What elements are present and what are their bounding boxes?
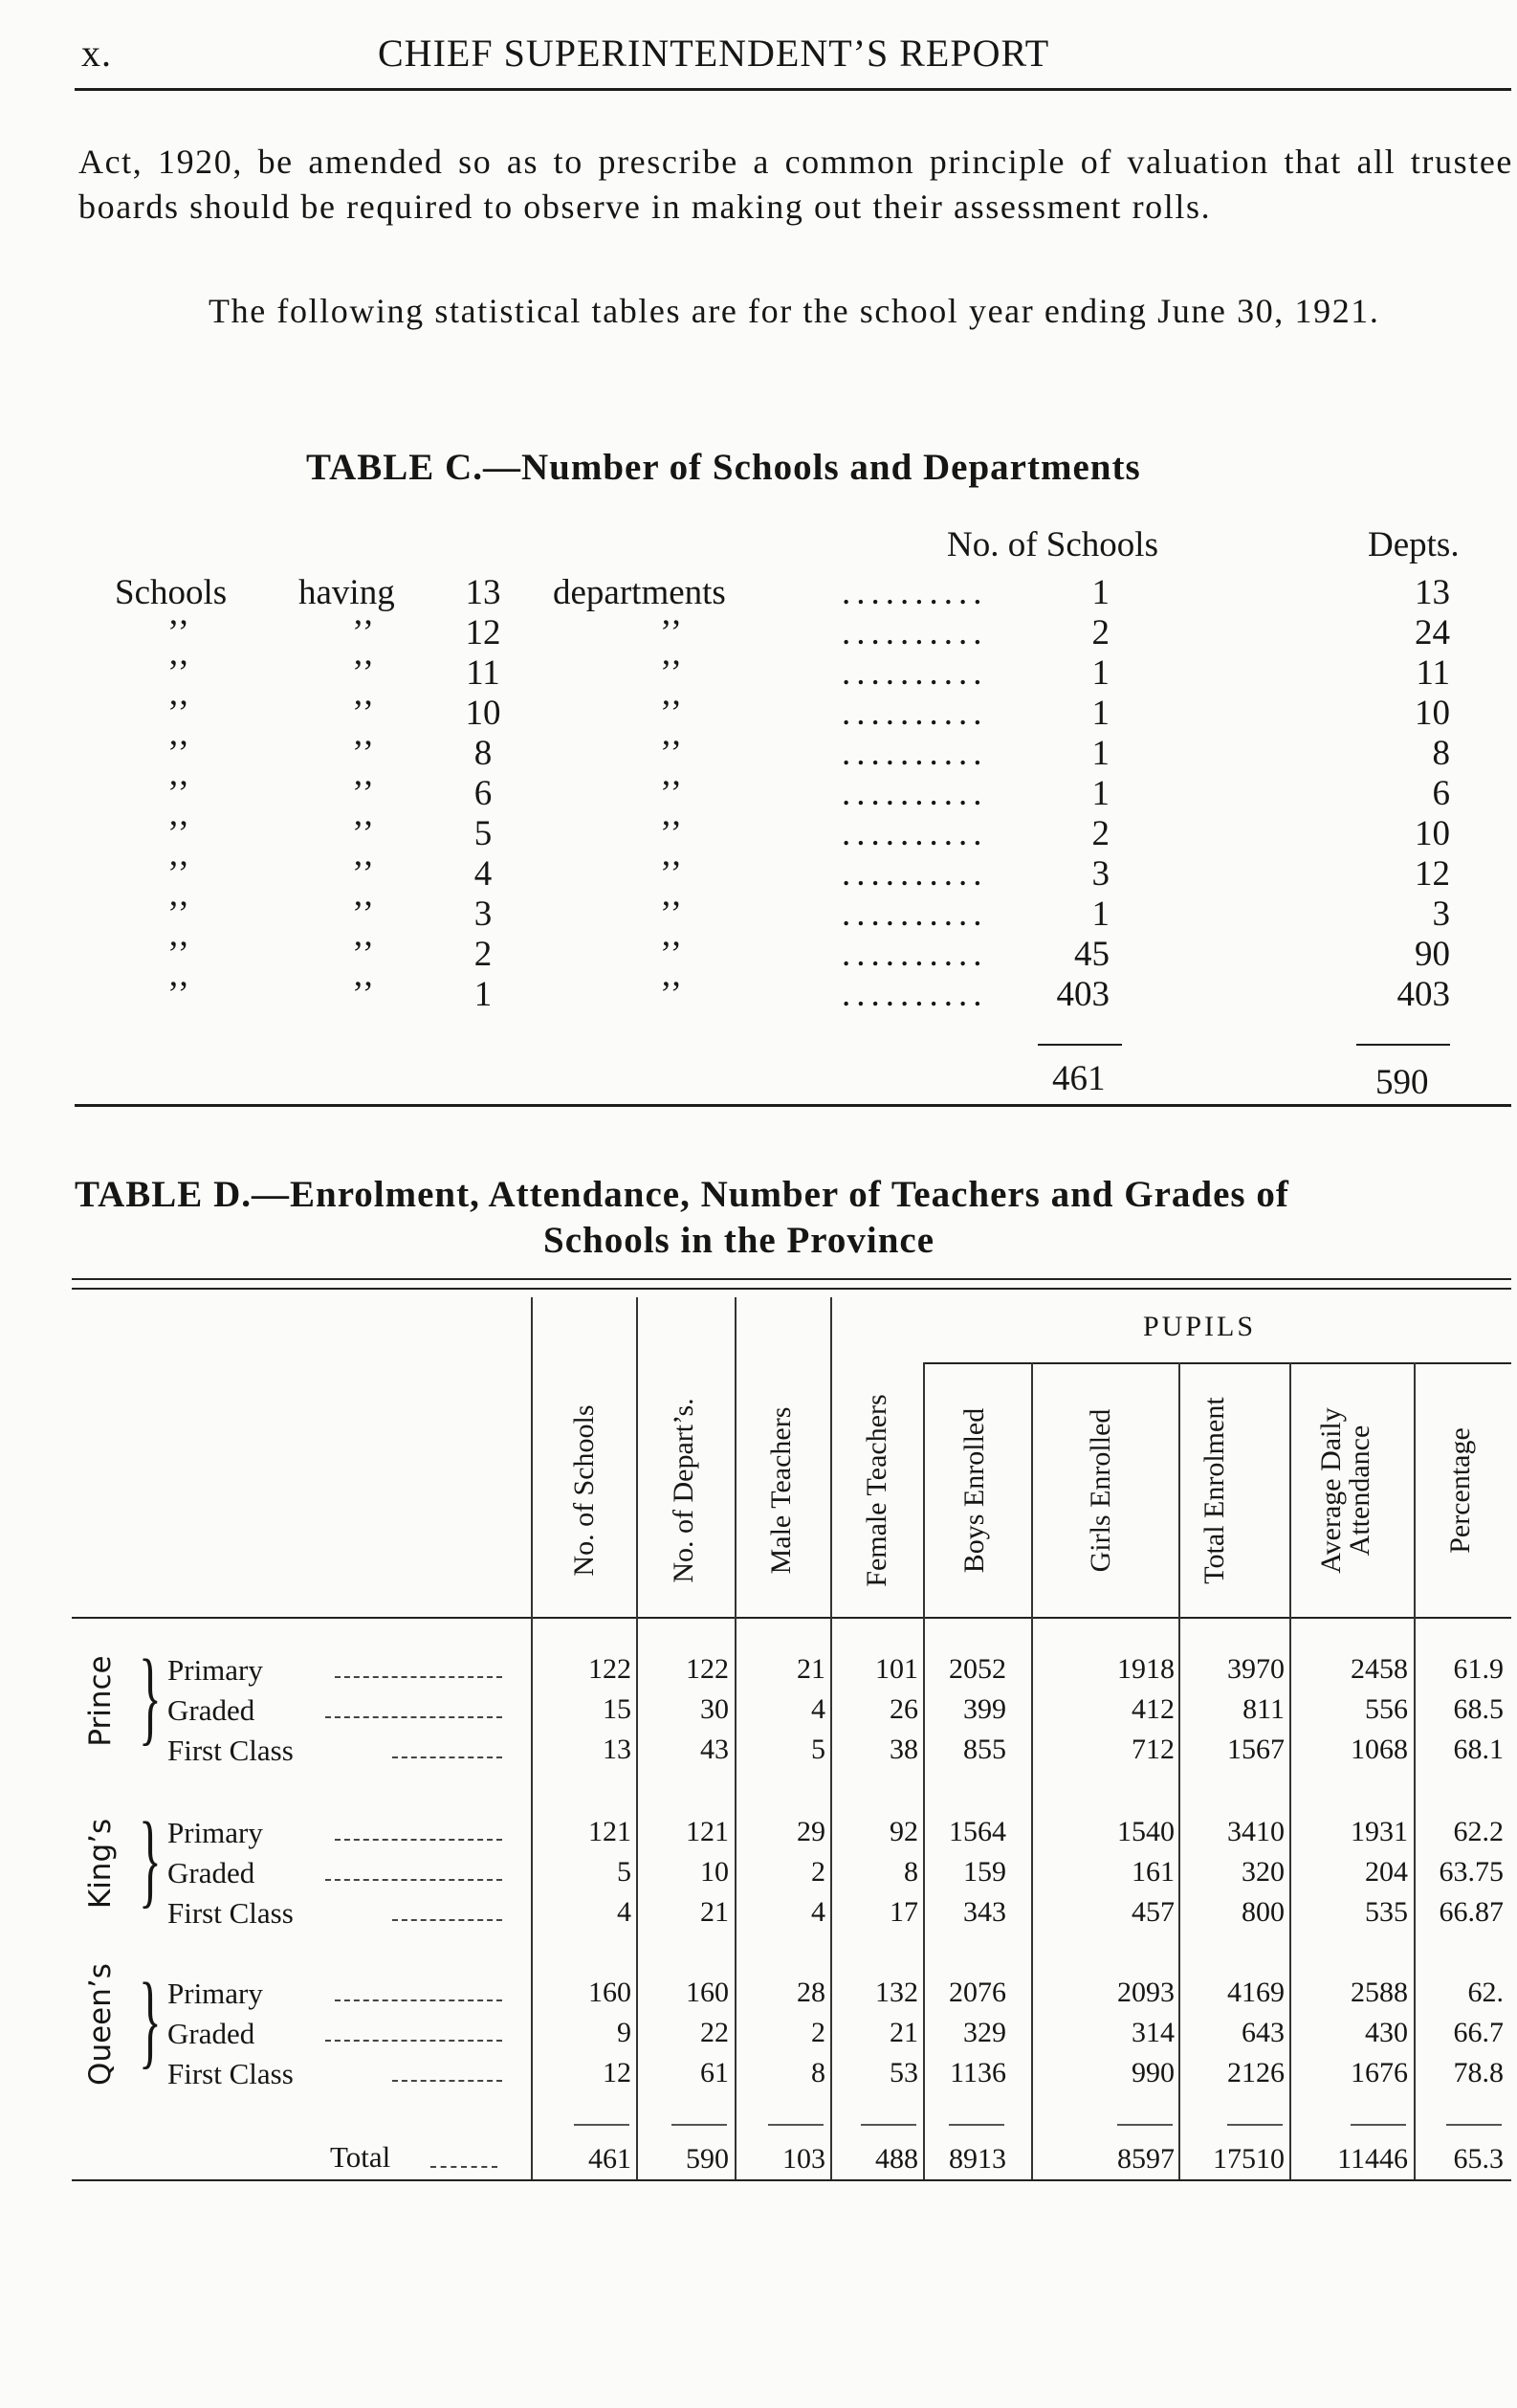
row-leader-dots: .......... bbox=[842, 935, 988, 974]
table-d-cell: 28 bbox=[797, 1977, 825, 2008]
table-c-sum-rule-depts bbox=[1356, 1044, 1450, 1046]
row-number-of-depts: 11 bbox=[1416, 653, 1450, 693]
row-label-having: ’’ bbox=[352, 653, 375, 693]
table-d-sum-rule bbox=[861, 2124, 916, 2126]
table-d-cell: 2458 bbox=[1351, 1653, 1408, 1685]
intro-paragraph-2: The following statistical tables are for the school year ending June 30, 1921. bbox=[209, 292, 1380, 330]
table-d-row-label: Primary bbox=[167, 1977, 263, 2010]
table-d-cell: 5 bbox=[811, 1734, 825, 1765]
row-number-of-schools: 45 bbox=[1074, 935, 1110, 974]
table-d-cell: 2 bbox=[811, 2017, 825, 2048]
table-c-row bbox=[0, 612, 1517, 652]
table-c-total-schools: 461 bbox=[1052, 1059, 1106, 1098]
table-d-sum-rule bbox=[1351, 2124, 1406, 2126]
table-d-cell: 5 bbox=[617, 1856, 631, 1888]
table-d-cell: 53 bbox=[890, 2057, 918, 2088]
row-label-having: ’’ bbox=[352, 694, 375, 733]
table-c-col-depts: Depts. bbox=[1368, 525, 1460, 564]
table-d-row-leader bbox=[335, 1999, 502, 2001]
table-d-title-line2: Schools in the Province bbox=[543, 1220, 935, 1261]
row-label-having: ’’ bbox=[352, 774, 375, 813]
table-d-sum-rule bbox=[1227, 2124, 1283, 2126]
table-d-cell: 21 bbox=[700, 1896, 729, 1928]
table-d-cell: 43 bbox=[700, 1734, 729, 1765]
table-d-cell: 9 bbox=[617, 2017, 631, 2048]
table-d-cell: 1918 bbox=[1117, 1653, 1175, 1685]
row-department-count: 13 bbox=[465, 573, 501, 612]
row-leader-dots: .......... bbox=[842, 895, 988, 934]
row-label-having: ’’ bbox=[352, 814, 375, 853]
table-d-sum-rule bbox=[768, 2124, 824, 2126]
table-c-row bbox=[0, 693, 1517, 733]
table-d-cell: 3410 bbox=[1227, 1816, 1285, 1847]
table-d-cell: 22 bbox=[700, 2017, 729, 2048]
row-label-schools: Schools bbox=[115, 573, 228, 612]
row-label-schools: ’’ bbox=[167, 613, 190, 652]
table-d-total-cell: 488 bbox=[875, 2143, 918, 2175]
row-label-departments: ’’ bbox=[660, 734, 683, 773]
table-d-column-header: Male Teachers bbox=[765, 1406, 797, 1575]
table-d-row-leader bbox=[325, 2040, 502, 2042]
row-leader-dots: .......... bbox=[842, 694, 988, 733]
page-number: x. bbox=[81, 32, 112, 75]
row-number-of-schools: 1 bbox=[1091, 774, 1110, 813]
table-d-cell: 66.7 bbox=[1453, 2017, 1504, 2048]
table-d-cell: 204 bbox=[1365, 1856, 1408, 1888]
table-d-cell: 4 bbox=[617, 1896, 631, 1928]
row-leader-dots: .......... bbox=[842, 975, 988, 1014]
table-d-cell: 1068 bbox=[1351, 1734, 1408, 1765]
row-label-having: ’’ bbox=[352, 975, 375, 1014]
table-d-cell: 132 bbox=[875, 1977, 918, 2008]
table-d-cell: 17 bbox=[890, 1896, 918, 1928]
table-c-title: TABLE C.—Number of Schools and Departments bbox=[306, 447, 1141, 488]
table-d-cell: 643 bbox=[1242, 2017, 1285, 2048]
row-number-of-schools: 1 bbox=[1091, 694, 1110, 733]
table-c-row bbox=[0, 813, 1517, 853]
table-d-cell: 990 bbox=[1132, 2057, 1175, 2088]
running-head bbox=[72, 31, 1511, 78]
table-d-cell: 122 bbox=[686, 1653, 729, 1685]
table-d-cell: 811 bbox=[1242, 1693, 1285, 1725]
table-d-cell: 320 bbox=[1242, 1856, 1285, 1888]
row-label-having: ’’ bbox=[352, 935, 375, 974]
row-label-having: ’’ bbox=[352, 895, 375, 934]
table-d-cell: 10 bbox=[700, 1856, 729, 1888]
table-d-sum-rule bbox=[671, 2124, 727, 2126]
row-leader-dots: .......... bbox=[842, 854, 988, 894]
row-number-of-depts: 10 bbox=[1415, 814, 1450, 853]
row-department-count: 6 bbox=[473, 774, 493, 813]
row-number-of-schools: 1 bbox=[1091, 573, 1110, 612]
table-d-cell: 160 bbox=[686, 1977, 729, 2008]
table-d-cell: 1564 bbox=[949, 1816, 1006, 1847]
row-label-having: ’’ bbox=[352, 613, 375, 652]
table-c-row bbox=[0, 894, 1517, 934]
table-d-cell: 3970 bbox=[1227, 1653, 1285, 1685]
table-c-row bbox=[0, 572, 1517, 612]
table-d-row-label: First Class bbox=[167, 1734, 294, 1767]
table-d-total-cell: 8597 bbox=[1117, 2143, 1175, 2175]
table-d-cell: 457 bbox=[1132, 1896, 1175, 1928]
table-d-column-header: Girls Enrolled bbox=[1085, 1408, 1116, 1573]
table-c-sum-rule-schools bbox=[1038, 1044, 1122, 1046]
intro-paragraph-1: Act, 1920, be amended so as to prescribe a common principle of valuation that all trustee boards should be required to observe in making out their assessment rolls. bbox=[78, 143, 1513, 226]
table-d-group-label: Queen’s bbox=[83, 1963, 118, 2086]
table-d-group-label: King’s bbox=[83, 1818, 118, 1910]
table-d-cell: 2076 bbox=[949, 1977, 1006, 2008]
row-department-count: 1 bbox=[473, 975, 493, 1014]
table-d-cell: 122 bbox=[588, 1653, 631, 1685]
table-d-cell: 121 bbox=[588, 1816, 631, 1847]
table-d-row-leader bbox=[392, 1756, 502, 1758]
table-d-cell: 8 bbox=[904, 1856, 918, 1888]
table-d-pupils-rule bbox=[923, 1362, 1511, 1364]
table-d-total-cell: 461 bbox=[588, 2143, 631, 2175]
table-d-column-rule bbox=[1031, 1362, 1033, 2179]
row-label-schools: ’’ bbox=[167, 694, 190, 733]
row-number-of-depts: 6 bbox=[1432, 774, 1450, 813]
table-d-cell: 1567 bbox=[1227, 1734, 1285, 1765]
table-d-row-label: Graded bbox=[167, 1856, 255, 1889]
row-number-of-depts: 24 bbox=[1415, 613, 1450, 652]
row-department-count: 2 bbox=[473, 935, 493, 974]
row-number-of-depts: 3 bbox=[1432, 895, 1450, 934]
row-number-of-schools: 2 bbox=[1091, 613, 1110, 652]
table-d-total-cell: 103 bbox=[782, 2143, 825, 2175]
table-d-cell: 121 bbox=[686, 1816, 729, 1847]
table-d-cell: 62. bbox=[1467, 1977, 1504, 2008]
table-d-cell: 21 bbox=[890, 2017, 918, 2048]
table-d-cell: 4 bbox=[811, 1896, 825, 1928]
table-c-col-schools: No. of Schools bbox=[947, 525, 1158, 564]
row-label-schools: ’’ bbox=[167, 854, 190, 894]
table-d-sum-rule bbox=[574, 2124, 629, 2126]
row-label-departments: ’’ bbox=[660, 613, 683, 652]
row-department-count: 12 bbox=[465, 613, 501, 652]
table-d-cell: 68.5 bbox=[1453, 1693, 1504, 1725]
table-d-top-rule bbox=[72, 1278, 1511, 1280]
table-c-bottom-rule bbox=[75, 1104, 1511, 1107]
table-d-top-rule-2 bbox=[72, 1288, 1511, 1290]
table-d-row-leader bbox=[392, 1919, 502, 1921]
table-d-cell: 314 bbox=[1132, 2017, 1175, 2048]
table-d-cell: 161 bbox=[1132, 1856, 1175, 1888]
table-d-cell: 160 bbox=[588, 1977, 631, 2008]
table-d-title-line1: TABLE D.—Enrolment, Attendance, Number of Teachers and Grades of bbox=[75, 1174, 1289, 1215]
report-title: CHIEF SUPERINTENDENT’S REPORT bbox=[378, 32, 1050, 75]
table-d-cell: 12 bbox=[603, 2057, 631, 2088]
table-d-bottom-rule bbox=[72, 2179, 1511, 2181]
table-d-cell: 21 bbox=[797, 1653, 825, 1685]
row-leader-dots: .......... bbox=[842, 774, 988, 813]
table-d-cell: 399 bbox=[963, 1693, 1006, 1725]
table-d-cell: 2093 bbox=[1117, 1977, 1175, 2008]
table-d-cell: 15 bbox=[603, 1693, 631, 1725]
table-d-row-label: Graded bbox=[167, 1693, 255, 1727]
table-d-total-cell: 11446 bbox=[1337, 2143, 1408, 2175]
table-d-cell: 430 bbox=[1365, 2017, 1408, 2048]
row-number-of-schools: 1 bbox=[1091, 734, 1110, 773]
row-number-of-depts: 13 bbox=[1415, 573, 1450, 612]
table-d-row-label: Primary bbox=[167, 1653, 263, 1687]
row-number-of-depts: 12 bbox=[1415, 854, 1450, 894]
table-d-cell: 38 bbox=[890, 1734, 918, 1765]
table-d-total-cell: 17510 bbox=[1213, 2143, 1285, 2175]
row-leader-dots: .......... bbox=[842, 653, 988, 693]
table-d-group-brace: } bbox=[139, 1638, 162, 1755]
table-d-cell: 26 bbox=[890, 1693, 918, 1725]
table-d-cell: 62.2 bbox=[1453, 1816, 1504, 1847]
row-label-having: ’’ bbox=[352, 734, 375, 773]
row-label-departments: ’’ bbox=[660, 975, 683, 1014]
table-c-row bbox=[0, 853, 1517, 894]
table-d-column-header: No. of Schools bbox=[568, 1404, 600, 1577]
table-d-cell: 66.87 bbox=[1439, 1896, 1504, 1928]
table-d-column-header: Female Teachers bbox=[861, 1394, 892, 1587]
row-label-having: having bbox=[298, 573, 395, 612]
row-number-of-schools: 1 bbox=[1091, 653, 1110, 693]
row-label-schools: ’’ bbox=[167, 975, 190, 1014]
row-department-count: 5 bbox=[473, 814, 493, 853]
row-label-schools: ’’ bbox=[167, 653, 190, 693]
table-d-cell: 556 bbox=[1365, 1693, 1408, 1725]
table-d-column-header: Average Daily Attendance bbox=[1315, 1407, 1375, 1574]
table-d-row-leader bbox=[325, 1716, 502, 1718]
table-d-row-label: Graded bbox=[167, 2017, 255, 2050]
table-d-row-leader bbox=[325, 1879, 502, 1881]
table-d-total-cell: 65.3 bbox=[1453, 2143, 1504, 2175]
table-d-total-cell: 590 bbox=[686, 2143, 729, 2175]
table-d-cell: 2052 bbox=[949, 1653, 1006, 1685]
table-c-row bbox=[0, 652, 1517, 693]
row-number-of-depts: 403 bbox=[1396, 975, 1450, 1014]
row-label-departments: ’’ bbox=[660, 854, 683, 894]
table-d-cell: 92 bbox=[890, 1816, 918, 1847]
table-d-row-leader bbox=[335, 1839, 502, 1841]
row-label-schools: ’’ bbox=[167, 814, 190, 853]
table-d-group-brace: } bbox=[139, 1961, 162, 2078]
table-d-cell: 61 bbox=[700, 2057, 729, 2088]
table-d-column-header: No. of Depart’s. bbox=[668, 1398, 699, 1583]
table-d-column-header: Percentage bbox=[1444, 1427, 1476, 1554]
table-d-row-leader bbox=[335, 1676, 502, 1678]
table-d-group-brace: } bbox=[139, 1800, 162, 1917]
table-d-cell: 68.1 bbox=[1453, 1734, 1504, 1765]
table-d-row-label: First Class bbox=[167, 2057, 294, 2090]
row-number-of-schools: 1 bbox=[1091, 895, 1110, 934]
table-c-row bbox=[0, 773, 1517, 813]
table-d-cell: 712 bbox=[1132, 1734, 1175, 1765]
row-number-of-schools: 403 bbox=[1056, 975, 1110, 1014]
row-label-schools: ’’ bbox=[167, 935, 190, 974]
row-label-schools: ’’ bbox=[167, 734, 190, 773]
table-d-cell: 1136 bbox=[950, 2057, 1006, 2088]
row-number-of-depts: 90 bbox=[1415, 935, 1450, 974]
table-c-row bbox=[0, 974, 1517, 1014]
table-d-group-label: Prince bbox=[83, 1655, 118, 1747]
table-d-cell: 412 bbox=[1132, 1693, 1175, 1725]
table-d-cell: 329 bbox=[963, 2017, 1006, 2048]
table-d-cell: 1931 bbox=[1351, 1816, 1408, 1847]
row-leader-dots: .......... bbox=[842, 814, 988, 853]
table-d-row-label: Primary bbox=[167, 1816, 263, 1849]
row-label-departments: ’’ bbox=[660, 653, 683, 693]
row-department-count: 3 bbox=[473, 895, 493, 934]
table-d-cell: 4169 bbox=[1227, 1977, 1285, 2008]
table-d-sum-rule bbox=[1117, 2124, 1173, 2126]
table-d-cell: 1676 bbox=[1351, 2057, 1408, 2088]
row-department-count: 8 bbox=[473, 734, 493, 773]
row-label-schools: ’’ bbox=[167, 895, 190, 934]
table-d-cell: 61.9 bbox=[1453, 1653, 1504, 1685]
row-label-having: ’’ bbox=[352, 854, 375, 894]
table-d-column-header: Boys Enrolled bbox=[958, 1407, 990, 1574]
row-label-departments: ’’ bbox=[660, 694, 683, 733]
table-d-cell: 1540 bbox=[1117, 1816, 1175, 1847]
table-d-cell: 855 bbox=[963, 1734, 1006, 1765]
row-department-count: 4 bbox=[473, 854, 493, 894]
table-d-cell: 159 bbox=[963, 1856, 1006, 1888]
table-c-row bbox=[0, 934, 1517, 974]
table-d-total-cell: 8913 bbox=[949, 2143, 1006, 2175]
row-label-departments: ’’ bbox=[660, 935, 683, 974]
row-label-schools: ’’ bbox=[167, 774, 190, 813]
table-d-cell: 101 bbox=[875, 1653, 918, 1685]
row-leader-dots: .......... bbox=[842, 734, 988, 773]
row-leader-dots: .......... bbox=[842, 573, 988, 612]
row-number-of-depts: 8 bbox=[1432, 734, 1450, 773]
table-d-header-rule bbox=[72, 1617, 1511, 1619]
header-rule bbox=[75, 88, 1511, 91]
row-department-count: 11 bbox=[466, 653, 500, 693]
table-d-cell: 8 bbox=[811, 2057, 825, 2088]
table-d-sum-rule bbox=[949, 2124, 1004, 2126]
table-d-column-rule bbox=[1289, 1362, 1291, 2179]
table-d-cell: 535 bbox=[1365, 1896, 1408, 1928]
row-label-departments: ’’ bbox=[660, 895, 683, 934]
row-department-count: 10 bbox=[465, 694, 501, 733]
table-d-sum-rule bbox=[1446, 2124, 1502, 2126]
table-d-cell: 343 bbox=[963, 1896, 1006, 1928]
table-d-cell: 800 bbox=[1242, 1896, 1285, 1928]
row-label-departments: departments bbox=[553, 573, 726, 612]
table-d-cell: 13 bbox=[603, 1734, 631, 1765]
table-d-cell: 2126 bbox=[1227, 2057, 1285, 2088]
table-c-row bbox=[0, 733, 1517, 773]
table-d-row-leader bbox=[392, 2080, 502, 2082]
table-d-row-label: First Class bbox=[167, 1896, 294, 1930]
row-label-departments: ’’ bbox=[660, 814, 683, 853]
table-d-column-header: Total Enrolment bbox=[1198, 1397, 1230, 1584]
table-d-total-label: Total bbox=[330, 2140, 391, 2174]
table-d-pupils-label: PUPILS bbox=[1143, 1311, 1257, 1342]
row-label-departments: ’’ bbox=[660, 774, 683, 813]
table-d-cell: 2 bbox=[811, 1856, 825, 1888]
table-d-cell: 29 bbox=[797, 1816, 825, 1847]
row-leader-dots: .......... bbox=[842, 613, 988, 652]
table-d-total-leader bbox=[430, 2166, 497, 2168]
row-number-of-schools: 2 bbox=[1091, 814, 1110, 853]
table-d-cell: 4 bbox=[811, 1693, 825, 1725]
table-d-cell: 78.8 bbox=[1453, 2057, 1504, 2088]
table-d-cell: 30 bbox=[700, 1693, 729, 1725]
table-c-total-depts: 590 bbox=[1375, 1063, 1429, 1102]
row-number-of-schools: 3 bbox=[1091, 854, 1110, 894]
row-number-of-depts: 10 bbox=[1415, 694, 1450, 733]
table-d-cell: 2588 bbox=[1351, 1977, 1408, 2008]
table-d-cell: 63.75 bbox=[1439, 1856, 1504, 1888]
